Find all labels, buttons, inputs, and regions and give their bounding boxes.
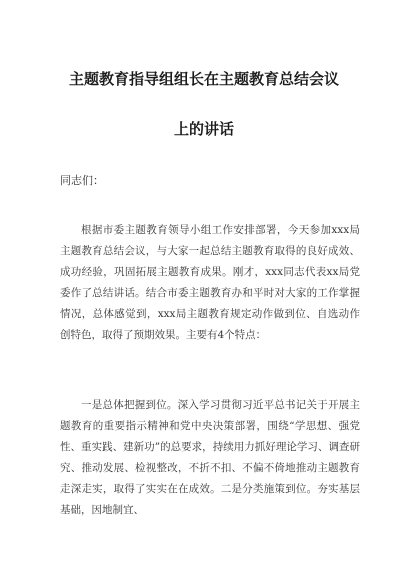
- body-paragraph-2: 一是总体把握到位。深入学习贯彻习近平总书记关于开展主题教育的重要指示精神和党中央决策部署，围绕“学思想、强党性、重实践、建新功”的总要求，持续用力抓好理论学习、调查研究、推动发展、检视整改，不折不扣、不偏不倚地推动主题教育走深走实，取得了实实在在成效。二是分类施策到位。夯实基层基础，因地制宜、: [60, 399, 360, 516]
- body-paragraph-1: 根据市委主题教育领导小组工作安排部署，今天参加xxx局主题教育总结会议，与大家一起总结主题教育取得的良好成效、成功经验，巩固拓展主题教育成果。刚才，xxx同志代表xx局党委作了总结讲话。结合市委主题教育办和平时对大家的工作掌握情况，总体感觉到，xxx局主题教育规定动作做到位、自选动作创特色，取得了预期效果。主要有4个特点：: [60, 224, 360, 341]
- document-title-line-2: 上的讲话: [173, 120, 234, 138]
- document-title-line-1: 主题教育指导组组长在主题教育总结会议: [68, 70, 339, 88]
- salutation: 同志们：: [60, 174, 104, 187]
